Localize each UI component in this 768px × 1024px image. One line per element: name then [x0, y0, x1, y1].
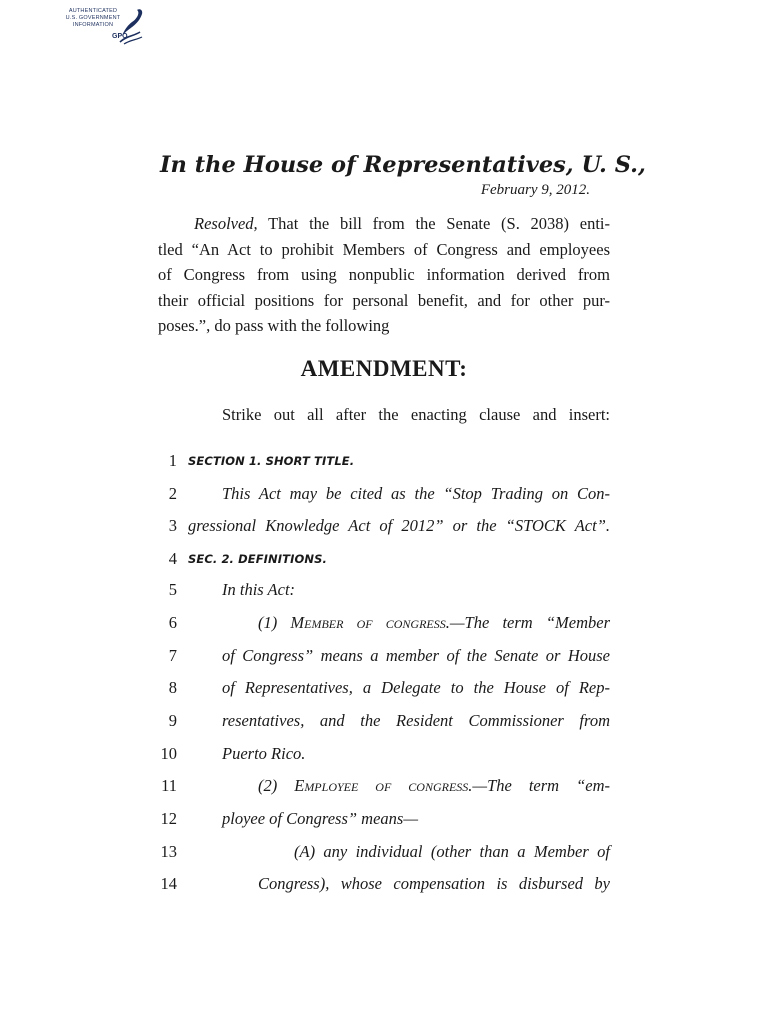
line-text: gressional Knowledge Act of 2012” or the “STOCK Act”. — [188, 516, 610, 535]
line-number: 1 — [168, 451, 177, 470]
line-text: Congress), whose compensation is disbursed by — [258, 874, 610, 893]
bill-line — [0, 613, 768, 643]
bill-line — [0, 451, 768, 481]
line-text: resentatives, and the Resident Commissioner from — [222, 711, 610, 730]
line-text: (2) Employee of congress.—The term “em- — [258, 776, 610, 795]
badge-line-1: AUTHENTICATED — [68, 8, 118, 14]
resolution-line-1 — [158, 211, 610, 237]
amendment-instruction: Strike out all after the enacting clause and insert: — [222, 405, 610, 424]
line-number: 6 — [168, 613, 177, 632]
resolution-line-4: their official positions for personal benefit, and for other pur- — [158, 290, 610, 310]
line-number: 2 — [168, 484, 177, 503]
defined-term: Employee of congress — [294, 776, 469, 795]
bill-line — [0, 711, 768, 741]
line-number: 7 — [168, 646, 177, 665]
amendment-title: AMENDMENT: — [300, 356, 468, 381]
bill-line — [0, 776, 768, 806]
line-text: (1) Member of congress.—The term “Member — [258, 613, 610, 632]
eagle-logo-icon — [118, 6, 146, 46]
chamber-heading: In the House of Representatives, U. S., — [160, 152, 646, 178]
resolution-line-1-rest: That the bill from the Senate (S. 2038) enti- — [257, 214, 610, 233]
badge-line-3: INFORMATION — [72, 22, 114, 28]
line-text: of Congress” means a member of the Senate or House — [222, 646, 610, 665]
gpo-mark: GPO — [112, 33, 128, 40]
line-text: (A) any individual (other than a Member of — [294, 842, 610, 861]
line-text: ployee of Congress” means— — [222, 809, 419, 828]
bill-line — [0, 678, 768, 708]
defined-term: Member of congress — [290, 613, 446, 632]
bill-line — [0, 580, 768, 610]
bill-line — [0, 549, 768, 579]
line-number: 8 — [168, 678, 177, 697]
bill-line — [0, 809, 768, 839]
line-text: This Act may be cited as the “Stop Trading on Con- — [222, 484, 610, 503]
line-number: 5 — [168, 580, 177, 599]
line-text: of Representatives, a Delegate to the House of Rep- — [222, 678, 610, 697]
line-number: 11 — [161, 776, 177, 795]
bill-line — [0, 516, 768, 546]
bill-line — [0, 874, 768, 904]
line-number: 4 — [168, 549, 177, 568]
line-number: 14 — [160, 874, 177, 893]
badge-line-2: U.S. GOVERNMENT — [65, 15, 121, 21]
bill-line — [0, 646, 768, 676]
resolution-line-5: poses.”, do pass with the following — [158, 316, 390, 335]
line-text: In this Act: — [222, 580, 296, 599]
section-heading: SEC. 2. DEFINITIONS. — [188, 552, 327, 566]
resolution-paragraph — [158, 211, 610, 339]
line-number: 12 — [160, 809, 177, 828]
line-number: 3 — [168, 516, 177, 535]
gpo-authentication-badge — [62, 6, 144, 46]
bill-line — [0, 484, 768, 514]
resolution-line-3: of Congress from using nonpublic information derived from — [158, 265, 610, 284]
bill-line — [0, 744, 768, 774]
bill-line — [0, 842, 768, 872]
line-text: Puerto Rico. — [222, 744, 306, 763]
resolution-date: February 9, 2012. — [480, 182, 590, 198]
resolution-line-2: tled “An Act to prohibit Members of Congress and employees — [158, 239, 610, 259]
section-heading: SECTION 1. SHORT TITLE. — [188, 454, 355, 468]
line-number: 10 — [160, 744, 177, 763]
line-number: 9 — [168, 711, 177, 730]
line-number: 13 — [160, 842, 177, 861]
resolved-word: Resolved, — [194, 214, 258, 233]
